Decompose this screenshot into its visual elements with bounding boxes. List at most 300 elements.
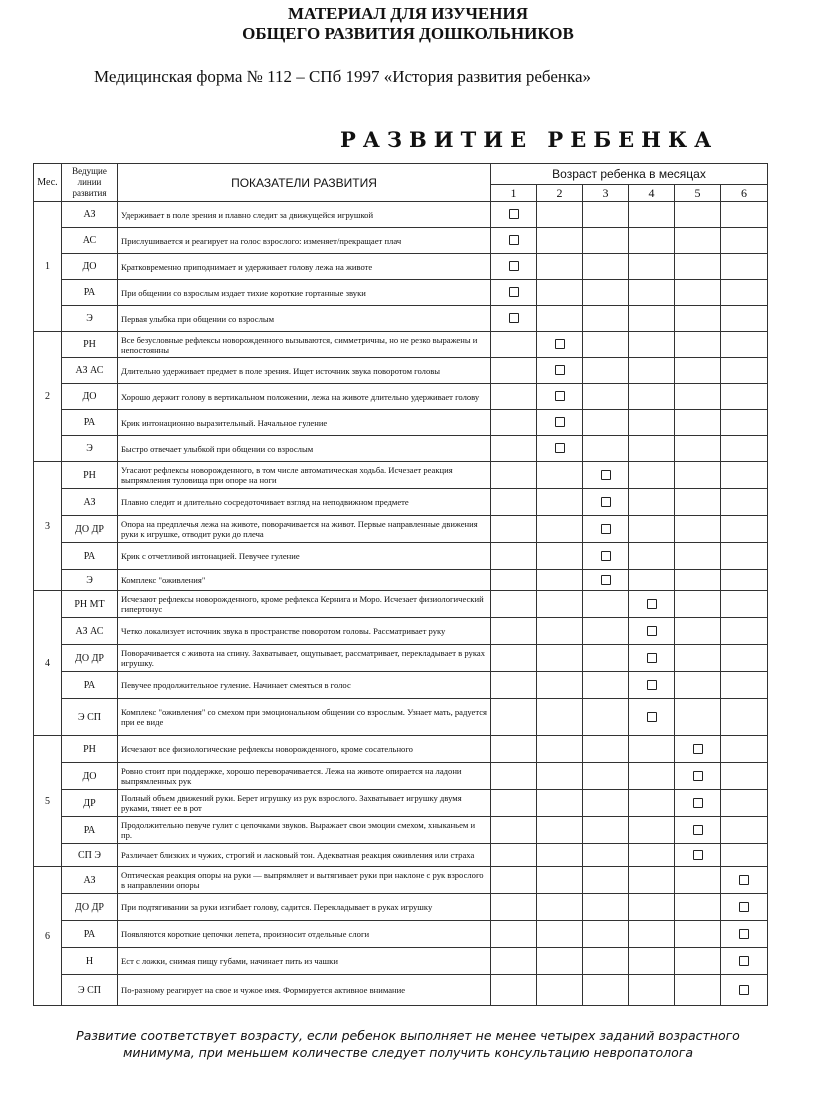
header-indicators: ПОКАЗАТЕЛИ РАЗВИТИЯ <box>118 164 491 202</box>
header-age-col: 6 <box>721 185 768 202</box>
age-cell <box>629 228 675 254</box>
development-line-cell: РН МТ <box>62 591 118 618</box>
development-line-cell: ДО <box>62 254 118 280</box>
age-cell <box>491 280 537 306</box>
age-cell <box>537 228 583 254</box>
development-line-cell: АЗ <box>62 202 118 228</box>
indicator-cell: Прислушивается и реагирует на голос взрослого: изменяет/прекращает плач <box>118 228 491 254</box>
age-cell <box>721 672 768 699</box>
development-line-cell: РА <box>62 410 118 436</box>
age-cell <box>491 202 537 228</box>
age-cell <box>629 358 675 384</box>
age-cell <box>675 948 721 975</box>
subtitle: Медицинская форма № 112 – СПб 1997 «История развития ребенка» <box>94 67 592 86</box>
table-row <box>34 280 768 306</box>
age-cell <box>583 306 629 332</box>
checkbox[interactable] <box>509 235 519 245</box>
age-cell <box>491 975 537 1006</box>
age-cell <box>629 543 675 570</box>
age-cell <box>675 543 721 570</box>
age-cell <box>491 332 537 358</box>
indicator-cell: Исчезают все физиологические рефлексы новорожденного, кроме сосательного <box>118 736 491 763</box>
indicator-cell: Угасают рефлексы новорожденного, в том числе автоматическая ходьба. Исчезает реакция выпрямления туловища при опоре на ноги <box>118 462 491 489</box>
table-row <box>34 948 768 975</box>
age-cell <box>721 410 768 436</box>
checkbox[interactable] <box>601 470 611 480</box>
indicator-cell: Поворачивается с живота на спину. Захватывает, ощупывает, рассматривает, перекладывает в руках игрушку. <box>118 645 491 672</box>
indicator-cell: Плавно следит и длительно сосредоточивает взгляд на неподвижном предмете <box>118 489 491 516</box>
age-cell <box>583 763 629 790</box>
table-row <box>34 817 768 844</box>
age-cell <box>675 570 721 591</box>
age-cell <box>721 570 768 591</box>
age-cell <box>583 462 629 489</box>
indicator-cell: Появляются короткие цепочки лепета, произносит отдельные слоги <box>118 921 491 948</box>
age-cell <box>629 618 675 645</box>
development-line-cell: РА <box>62 280 118 306</box>
indicator-cell: Ровно стоит при поддержке, хорошо переворачивается. Лежа на животе опирается на ладони выпрямленных рук <box>118 763 491 790</box>
age-cell <box>675 921 721 948</box>
age-cell <box>491 591 537 618</box>
development-line-cell: СП Э <box>62 844 118 867</box>
age-cell <box>629 975 675 1006</box>
age-cell <box>721 921 768 948</box>
age-cell <box>491 790 537 817</box>
age-cell <box>721 844 768 867</box>
development-line-cell: Э <box>62 436 118 462</box>
age-cell <box>537 867 583 894</box>
development-line-cell: АЗ <box>62 867 118 894</box>
age-cell <box>491 699 537 736</box>
age-cell <box>583 384 629 410</box>
age-cell <box>491 436 537 462</box>
age-cell <box>629 645 675 672</box>
age-cell <box>721 948 768 975</box>
checkbox[interactable] <box>555 365 565 375</box>
age-cell <box>537 516 583 543</box>
age-cell <box>537 410 583 436</box>
age-cell <box>721 975 768 1006</box>
age-cell <box>583 280 629 306</box>
table-row <box>34 410 768 436</box>
age-cell <box>491 410 537 436</box>
age-cell <box>537 436 583 462</box>
indicator-cell: По-разному реагирует на свое и чужое имя. Формируется активное внимание <box>118 975 491 1006</box>
age-cell <box>629 254 675 280</box>
indicator-cell: Первая улыбка при общении со взрослым <box>118 306 491 332</box>
age-cell <box>491 228 537 254</box>
development-line-cell: АЗ <box>62 489 118 516</box>
header-age-col: 2 <box>537 185 583 202</box>
age-cell <box>491 543 537 570</box>
header-age-col: 4 <box>629 185 675 202</box>
age-cell <box>491 921 537 948</box>
table-row <box>34 306 768 332</box>
age-cell <box>537 570 583 591</box>
table-row <box>34 254 768 280</box>
age-cell <box>583 844 629 867</box>
checkbox[interactable] <box>739 875 749 885</box>
age-cell <box>629 894 675 921</box>
age-cell <box>675 436 721 462</box>
indicator-cell: Исчезают рефлексы новорожденного, кроме рефлекса Кернига и Моро. Исчезает физиологический гипертонус <box>118 591 491 618</box>
development-line-cell: АЗ АС <box>62 618 118 645</box>
table-row <box>34 462 768 489</box>
age-cell <box>491 844 537 867</box>
age-cell <box>721 763 768 790</box>
checkbox[interactable] <box>693 771 703 781</box>
development-line-cell: РН <box>62 332 118 358</box>
checkbox[interactable] <box>555 339 565 349</box>
age-cell <box>629 306 675 332</box>
age-cell <box>675 591 721 618</box>
age-cell <box>629 332 675 358</box>
age-cell <box>537 618 583 645</box>
development-line-cell: РА <box>62 817 118 844</box>
development-line-cell: ДО <box>62 763 118 790</box>
table-row <box>34 332 768 358</box>
table-row <box>34 489 768 516</box>
age-cell <box>629 948 675 975</box>
age-cell <box>629 921 675 948</box>
age-cell <box>721 591 768 618</box>
indicator-cell: Крик с отчетливой интонацией. Певучее гуление <box>118 543 491 570</box>
checkbox[interactable] <box>693 798 703 808</box>
age-cell <box>629 867 675 894</box>
age-cell <box>537 736 583 763</box>
age-cell <box>583 489 629 516</box>
development-line-cell: РА <box>62 921 118 948</box>
age-cell <box>491 358 537 384</box>
age-cell <box>629 202 675 228</box>
table-row <box>34 921 768 948</box>
age-cell <box>675 202 721 228</box>
development-line-cell: Э СП <box>62 699 118 736</box>
age-cell <box>491 306 537 332</box>
age-cell <box>675 672 721 699</box>
month-cell: 6 <box>34 867 62 1006</box>
age-cell <box>675 618 721 645</box>
checkbox[interactable] <box>601 524 611 534</box>
age-cell <box>537 489 583 516</box>
checkbox[interactable] <box>509 287 519 297</box>
indicator-cell: Крик интонационно выразительный. Начальное гуление <box>118 410 491 436</box>
development-line-cell: ДО ДР <box>62 894 118 921</box>
development-line-cell: Э <box>62 570 118 591</box>
age-cell <box>491 948 537 975</box>
age-cell <box>721 790 768 817</box>
age-cell <box>629 736 675 763</box>
table-row <box>34 645 768 672</box>
development-line-cell: ДО ДР <box>62 516 118 543</box>
age-cell <box>537 462 583 489</box>
age-cell <box>675 894 721 921</box>
age-cell <box>537 672 583 699</box>
age-cell <box>583 672 629 699</box>
age-cell <box>537 844 583 867</box>
age-cell <box>583 591 629 618</box>
header-age-col: 1 <box>491 185 537 202</box>
age-cell <box>629 436 675 462</box>
age-cell <box>491 645 537 672</box>
development-line-cell: РА <box>62 543 118 570</box>
development-line-cell: Э <box>62 306 118 332</box>
age-cell <box>491 894 537 921</box>
development-table <box>33 163 768 1006</box>
checkbox[interactable] <box>693 825 703 835</box>
indicator-cell: Оптическая реакция опоры на руки — выпрямляет и вытягивает руки при наклоне с рук взрослого в направлении опоры <box>118 867 491 894</box>
age-cell <box>629 570 675 591</box>
age-cell <box>629 844 675 867</box>
age-cell <box>629 699 675 736</box>
checkbox[interactable] <box>647 653 657 663</box>
age-cell <box>675 280 721 306</box>
checkbox[interactable] <box>509 209 519 219</box>
header-age: Возраст ребенка в месяцах <box>491 164 768 185</box>
checkbox[interactable] <box>555 391 565 401</box>
table-row <box>34 699 768 736</box>
indicator-cell: Различает близких и чужих, строгий и ласковый тон. Адекватная реакция оживления или страха <box>118 844 491 867</box>
age-cell <box>629 591 675 618</box>
month-cell: 4 <box>34 591 62 736</box>
age-cell <box>721 436 768 462</box>
table-row <box>34 543 768 570</box>
age-cell <box>675 516 721 543</box>
age-cell <box>675 410 721 436</box>
age-cell <box>583 921 629 948</box>
table-row <box>34 763 768 790</box>
checkbox[interactable] <box>509 261 519 271</box>
age-cell <box>491 763 537 790</box>
checkbox[interactable] <box>555 417 565 427</box>
table-body <box>34 202 768 1006</box>
footer-note-line-2: минимума, при меньшем количестве следует получить консультацию невропатолога <box>122 1045 694 1060</box>
age-cell <box>675 462 721 489</box>
age-cell <box>583 570 629 591</box>
age-cell <box>491 254 537 280</box>
checkbox[interactable] <box>601 551 611 561</box>
age-cell <box>721 894 768 921</box>
age-cell <box>537 948 583 975</box>
checkbox[interactable] <box>647 680 657 690</box>
footer-note-line-1: Развитие соответствует возрасту, если ребенок выполняет не менее четырех заданий возрастного <box>76 1028 740 1043</box>
age-cell <box>583 645 629 672</box>
age-cell <box>675 736 721 763</box>
age-cell <box>721 462 768 489</box>
age-cell <box>537 358 583 384</box>
age-cell <box>629 763 675 790</box>
indicator-cell: При общении со взрослым издает тихие короткие гортанные звуки <box>118 280 491 306</box>
table-row <box>34 358 768 384</box>
age-cell <box>491 489 537 516</box>
age-cell <box>583 543 629 570</box>
age-cell <box>721 489 768 516</box>
age-cell <box>537 645 583 672</box>
table-row <box>34 844 768 867</box>
age-cell <box>583 618 629 645</box>
age-cell <box>583 736 629 763</box>
indicator-cell: Все безусловные рефлексы новорожденного вызываются, симметричны, но не резко выражены и непостоянны <box>118 332 491 358</box>
table-row <box>34 202 768 228</box>
header-lines: Ведущие линии развития <box>62 164 118 202</box>
age-cell <box>721 618 768 645</box>
age-cell <box>537 306 583 332</box>
indicator-cell: Хорошо держит голову в вертикальном положении, лежа на животе длительно удерживает голову <box>118 384 491 410</box>
age-cell <box>675 699 721 736</box>
indicator-cell: Длительно удерживает предмет в поле зрения. Ищет источник звука поворотом головы <box>118 358 491 384</box>
age-cell <box>675 844 721 867</box>
age-cell <box>721 543 768 570</box>
development-line-cell: РН <box>62 462 118 489</box>
age-cell <box>721 736 768 763</box>
age-cell <box>491 867 537 894</box>
header-age-col: 5 <box>675 185 721 202</box>
age-cell <box>675 975 721 1006</box>
age-cell <box>583 948 629 975</box>
age-cell <box>675 645 721 672</box>
age-cell <box>537 280 583 306</box>
development-line-cell: РН <box>62 736 118 763</box>
age-cell <box>583 790 629 817</box>
age-cell <box>721 306 768 332</box>
age-cell <box>491 618 537 645</box>
age-cell <box>537 254 583 280</box>
age-cell <box>583 436 629 462</box>
table-row <box>34 591 768 618</box>
checkbox[interactable] <box>647 599 657 609</box>
age-cell <box>629 672 675 699</box>
age-cell <box>537 817 583 844</box>
indicator-cell: Продолжительно певуче гулит с цепочками звуков. Выражает свои эмоции смехом, хныканьем и пр. <box>118 817 491 844</box>
age-cell <box>629 384 675 410</box>
age-cell <box>583 410 629 436</box>
age-cell <box>721 332 768 358</box>
age-cell <box>721 516 768 543</box>
indicator-cell: Полный объем движений руки. Берет игрушку из рук взрослого. Захватывает игрушку двумя руками, тянет ее в рот <box>118 790 491 817</box>
age-cell <box>721 358 768 384</box>
title-line-2: ОБЩЕГО РАЗВИТИЯ ДОШКОЛЬНИКОВ <box>242 24 574 43</box>
age-cell <box>675 358 721 384</box>
age-cell <box>675 817 721 844</box>
age-cell <box>583 202 629 228</box>
table-row <box>34 975 768 1006</box>
age-cell <box>491 516 537 543</box>
checkbox[interactable] <box>601 575 611 585</box>
checkbox[interactable] <box>647 712 657 722</box>
checkbox[interactable] <box>647 626 657 636</box>
table-row <box>34 867 768 894</box>
age-cell <box>629 817 675 844</box>
age-cell <box>583 817 629 844</box>
table-row <box>34 384 768 410</box>
age-cell <box>629 462 675 489</box>
heading: РАЗВИТИЕ РЕБЕНКА <box>340 127 719 152</box>
age-cell <box>537 921 583 948</box>
table-row <box>34 516 768 543</box>
indicator-cell: Опора на предплечья лежа на животе, поворачивается на живот. Первые направленные движения руки к игрушке, отводит руки до плеча <box>118 516 491 543</box>
age-cell <box>583 228 629 254</box>
age-cell <box>537 543 583 570</box>
month-cell: 5 <box>34 736 62 867</box>
month-cell: 3 <box>34 462 62 591</box>
age-cell <box>675 306 721 332</box>
indicator-cell: Удерживает в поле зрения и плавно следит за движущейся игрушкой <box>118 202 491 228</box>
indicator-cell: Певучее продолжительное гуление. Начинает смеяться в голос <box>118 672 491 699</box>
age-cell <box>721 202 768 228</box>
checkbox[interactable] <box>601 497 611 507</box>
age-cell <box>537 591 583 618</box>
indicator-cell: Четко локализует источник звука в пространстве поворотом головы. Рассматривает руку <box>118 618 491 645</box>
development-line-cell: РА <box>62 672 118 699</box>
age-cell <box>537 202 583 228</box>
table-row <box>34 790 768 817</box>
age-cell <box>491 462 537 489</box>
table-row <box>34 228 768 254</box>
table-row <box>34 894 768 921</box>
checkbox[interactable] <box>739 985 749 995</box>
month-cell: 2 <box>34 332 62 462</box>
age-cell <box>721 254 768 280</box>
checkbox[interactable] <box>693 744 703 754</box>
age-cell <box>675 790 721 817</box>
table-row <box>34 618 768 645</box>
checkbox[interactable] <box>739 956 749 966</box>
age-cell <box>629 790 675 817</box>
age-cell <box>721 228 768 254</box>
age-cell <box>583 894 629 921</box>
age-cell <box>675 384 721 410</box>
development-line-cell: Э СП <box>62 975 118 1006</box>
age-cell <box>629 489 675 516</box>
age-cell <box>537 763 583 790</box>
age-cell <box>537 894 583 921</box>
age-cell <box>491 672 537 699</box>
checkbox[interactable] <box>739 929 749 939</box>
age-cell <box>537 699 583 736</box>
development-line-cell: ДР <box>62 790 118 817</box>
table-row <box>34 436 768 462</box>
age-cell <box>629 516 675 543</box>
age-cell <box>721 280 768 306</box>
age-cell <box>675 228 721 254</box>
development-line-cell: АС <box>62 228 118 254</box>
header-month: Мес. <box>34 164 62 202</box>
checkbox[interactable] <box>693 850 703 860</box>
age-cell <box>537 384 583 410</box>
development-line-cell: ДО <box>62 384 118 410</box>
checkbox[interactable] <box>739 902 749 912</box>
age-cell <box>675 489 721 516</box>
checkbox[interactable] <box>555 443 565 453</box>
age-cell <box>721 384 768 410</box>
age-cell <box>675 254 721 280</box>
checkbox[interactable] <box>509 313 519 323</box>
table-row <box>34 570 768 591</box>
age-cell <box>721 699 768 736</box>
age-cell <box>583 699 629 736</box>
title-line-1: МАТЕРИАЛ ДЛЯ ИЗУЧЕНИЯ <box>288 4 528 23</box>
indicator-cell: Кратковременно приподнимает и удерживает голову лежа на животе <box>118 254 491 280</box>
age-cell <box>537 790 583 817</box>
age-cell <box>629 280 675 306</box>
header-age-col: 3 <box>583 185 629 202</box>
age-cell <box>583 358 629 384</box>
table-row <box>34 672 768 699</box>
indicator-cell: Ест с ложки, снимая пищу губами, начинает пить из чашки <box>118 948 491 975</box>
development-line-cell: Н <box>62 948 118 975</box>
age-cell <box>675 763 721 790</box>
age-cell <box>721 645 768 672</box>
